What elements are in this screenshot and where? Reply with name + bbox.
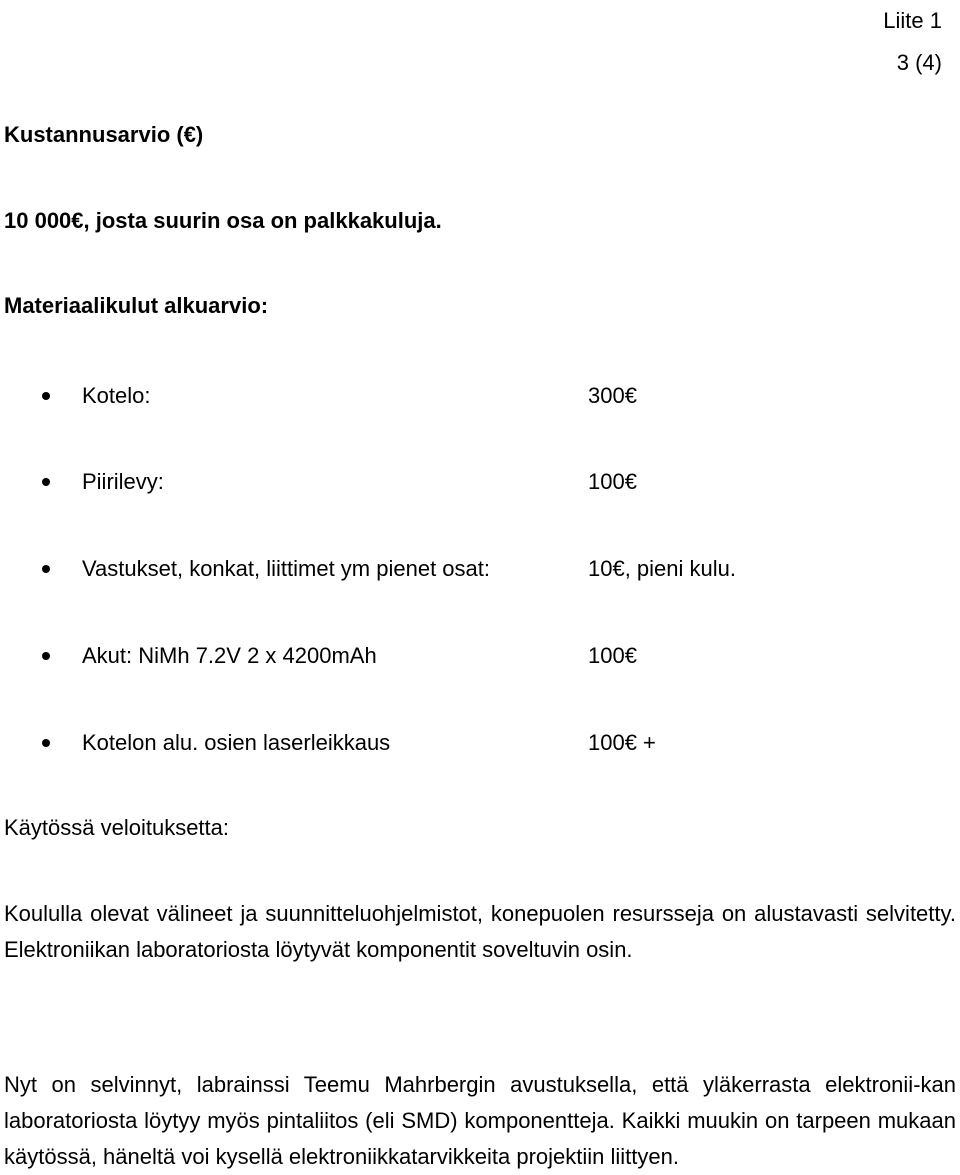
- bullet-icon: [42, 739, 50, 747]
- attachment-label: Liite 1: [883, 8, 942, 33]
- item-value: 100€: [588, 469, 637, 494]
- cost-estimate-title: Kustannusarvio (€): [4, 122, 204, 147]
- list-item: [42, 381, 842, 411]
- item-label: Akut: NiMh 7.2V 2 x 4200mAh: [82, 643, 377, 668]
- in-use-title: Käytössä veloituksetta:: [4, 815, 230, 840]
- page-number: 3 (4): [896, 50, 942, 75]
- list-item: [42, 641, 842, 671]
- item-value: 10€, pieni kulu.: [588, 556, 736, 581]
- list-item: [42, 728, 842, 758]
- bullet-icon: [42, 478, 50, 486]
- item-label: Vastukset, konkat, liittimet ym pienet osat:: [82, 556, 490, 581]
- paragraph: Koululla olevat välineet ja suunnitteluohjelmistot, konepuolen resursseja on alustavasti selvitetty. Elektroniikan laboratoriosta löytyvät komponentit soveltuvin osin.: [4, 901, 956, 962]
- paragraph: Nyt on selvinnyt, labrainssi Teemu Mahrbergin avustuksella, että yläkerrasta elektronii-kan laboratoriosta löytyy myös pintaliitos (eli SMD) komponentteja. Kaikki muukin on tarpeen mukaan käytössä, häneltä voi kysellä elektroniikkatarvikkeita projektiin liittyen.: [4, 1072, 956, 1169]
- bullet-icon: [42, 652, 50, 660]
- list-item: [42, 467, 842, 497]
- item-label: Kotelo:: [82, 383, 151, 408]
- bullet-icon: [42, 392, 50, 400]
- cost-estimate-summary: 10 000€, josta suurin osa on palkkakuluja.: [4, 208, 442, 233]
- item-value: 300€: [588, 383, 637, 408]
- bullet-icon: [42, 565, 50, 573]
- list-item: [42, 554, 842, 584]
- materials-title: Materiaalikulut alkuarvio:: [4, 293, 269, 318]
- page-header: [883, 0, 942, 84]
- item-label: Piirilevy:: [82, 469, 164, 494]
- item-label: Kotelon alu. osien laserleikkaus: [82, 730, 391, 755]
- item-value: 100€ +: [588, 730, 656, 755]
- item-value: 100€: [588, 643, 637, 668]
